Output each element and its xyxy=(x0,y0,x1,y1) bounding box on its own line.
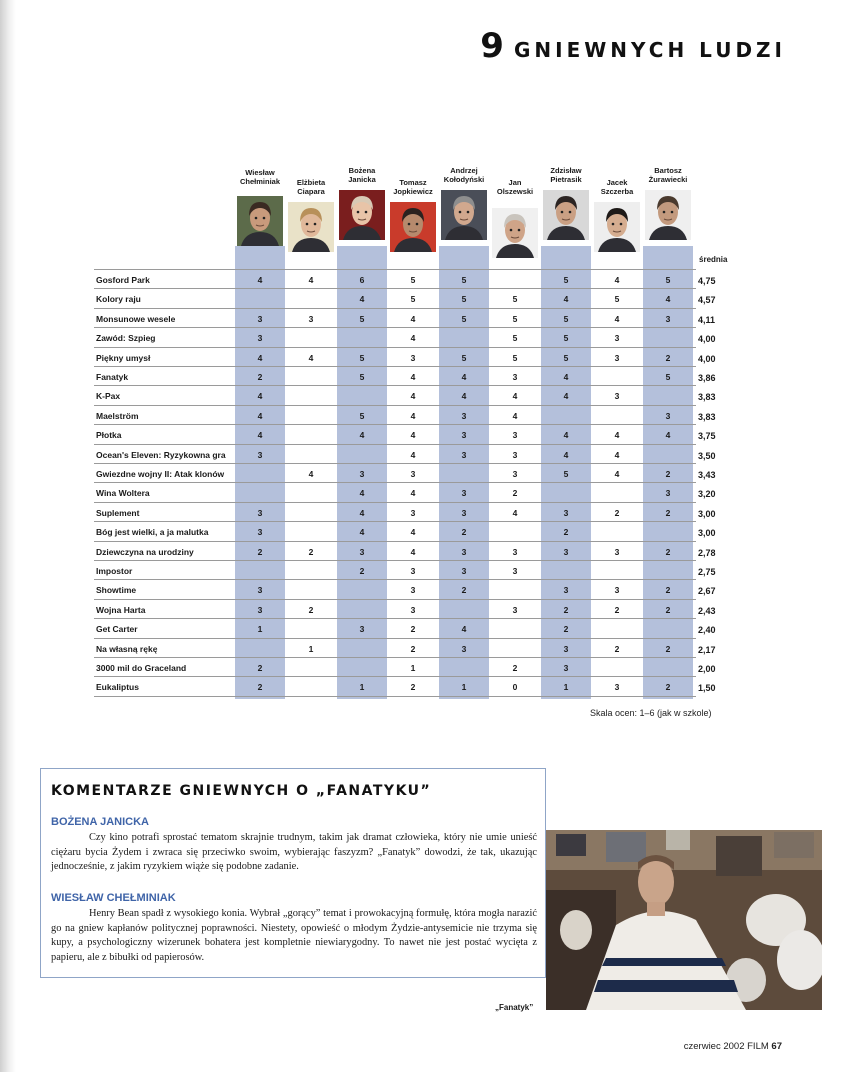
rating-cell: 5 xyxy=(410,275,416,285)
row-divider xyxy=(94,308,696,309)
rating-cell: 4 xyxy=(308,352,314,363)
rating-cell: 4 xyxy=(614,430,620,441)
rating-cell: 4 xyxy=(410,333,416,344)
row-divider xyxy=(94,366,696,367)
average-score: 3,20 xyxy=(698,489,716,500)
average-score: 3,43 xyxy=(698,470,716,480)
rating-cell: 5 xyxy=(512,294,518,305)
rating-cell: 2 xyxy=(563,604,569,615)
rating-cell: 1 xyxy=(563,682,569,693)
row-divider xyxy=(94,599,696,600)
rating-cell: 2 xyxy=(665,643,671,654)
average-score: 4,75 xyxy=(698,276,716,286)
critic-portrait xyxy=(441,190,487,240)
film-title: Monsunowe wesele xyxy=(96,313,176,324)
rating-cell: 4 xyxy=(410,313,416,324)
row-divider xyxy=(94,696,696,697)
rating-cell: 5 xyxy=(461,275,467,285)
rating-cell: 4 xyxy=(308,469,314,479)
critic-name-part: Jacek xyxy=(606,178,628,187)
film-title: Gwiezdne wojny II: Atak klonów xyxy=(96,469,225,479)
rating-cell: 4 xyxy=(665,430,671,441)
average-score: 2,43 xyxy=(698,605,716,616)
critic-portrait xyxy=(390,202,436,252)
rating-cell: 3 xyxy=(512,604,518,615)
row-divider xyxy=(94,385,696,386)
rating-cell: 4 xyxy=(359,527,365,538)
average-score: 2,17 xyxy=(698,644,716,655)
rating-cell: 4 xyxy=(308,275,314,285)
rating-cell: 5 xyxy=(359,410,365,421)
rating-cell: 5 xyxy=(461,294,467,305)
rating-cell: 3 xyxy=(461,488,467,499)
film-title: Impostor xyxy=(96,566,133,576)
critic-portrait xyxy=(543,190,589,240)
critic-name-part: Wiesław xyxy=(245,168,275,177)
critic-name-part: Zdzisław xyxy=(550,166,582,175)
critic-name-part: Jan xyxy=(508,178,522,187)
critic-photo xyxy=(645,190,691,240)
average-score: 3,00 xyxy=(698,528,716,539)
rating-cell: 2 xyxy=(359,566,365,576)
rating-cell: 2 xyxy=(308,546,314,557)
rating-cell: 2 xyxy=(308,604,314,615)
critic-name-part: Olszewski xyxy=(496,187,534,196)
comments-box xyxy=(40,768,546,978)
rating-cell: 3 xyxy=(665,488,671,499)
critic-name xyxy=(637,166,699,184)
critic-portrait xyxy=(492,208,538,258)
rating-cell: 3 xyxy=(410,566,416,576)
rating-cell: 4 xyxy=(257,430,263,441)
rating-cell: 5 xyxy=(665,275,671,285)
rating-cell: 3 xyxy=(257,449,263,460)
headline-number: 9 xyxy=(480,26,504,66)
footer-issue: czerwiec 2002 FILM xyxy=(683,1041,769,1052)
rating-cell: 2 xyxy=(665,352,671,363)
average-score: 3,00 xyxy=(698,508,716,519)
critic-name-part: Bożena xyxy=(348,166,376,175)
rating-cell: 4 xyxy=(257,391,263,402)
film-title: Na własną rękę xyxy=(96,643,158,654)
rating-cell: 2 xyxy=(614,507,620,518)
film-title: Zawód: Szpieg xyxy=(96,333,156,344)
rating-cell: 2 xyxy=(257,372,263,382)
row-divider xyxy=(94,482,696,483)
headline-text: GNIEWNYCH LUDZI xyxy=(513,38,786,62)
rating-cell: 5 xyxy=(563,275,569,285)
rating-cell: 3 xyxy=(359,624,365,635)
rating-cell: 5 xyxy=(359,352,365,363)
average-score: 2,00 xyxy=(698,664,716,674)
rating-cell: 2 xyxy=(512,663,518,673)
film-title: Płotka xyxy=(96,430,122,441)
rating-cell: 3 xyxy=(461,449,467,460)
rating-cell: 2 xyxy=(461,527,467,538)
rating-cell: 4 xyxy=(563,391,569,402)
rating-cell: 2 xyxy=(665,682,671,693)
rating-cell: 3 xyxy=(563,663,569,673)
rating-cell: 2 xyxy=(461,585,467,596)
rating-cell: 3 xyxy=(512,430,518,441)
critic-portrait xyxy=(594,202,640,252)
rating-cell: 3 xyxy=(410,604,416,615)
page-number: 67 xyxy=(771,1041,782,1052)
film-title: K-Pax xyxy=(96,391,121,402)
comments-title: KOMENTARZE GNIEWNYCH O „FANATYKU” xyxy=(51,783,432,799)
critic-name-part: Ciapara xyxy=(297,187,325,196)
rating-cell: 3 xyxy=(563,546,569,557)
rating-cell: 1 xyxy=(461,682,467,693)
rating-cell: 2 xyxy=(665,469,671,479)
rating-cell: 4 xyxy=(257,410,263,421)
rating-cell: 2 xyxy=(665,604,671,615)
rating-cell: 4 xyxy=(359,430,365,441)
rating-cell: 2 xyxy=(614,643,620,654)
rating-cell: 4 xyxy=(614,449,620,460)
rating-cell: 4 xyxy=(257,352,263,363)
rating-cell: 1 xyxy=(359,682,365,693)
critic-name-part: Jopkiewicz xyxy=(393,187,433,196)
rating-cell: 3 xyxy=(614,352,620,363)
row-divider xyxy=(94,327,696,328)
rating-cell: 3 xyxy=(410,507,416,518)
rating-cell: 3 xyxy=(512,546,518,557)
average-score: 4,11 xyxy=(698,314,716,325)
rating-cell: 3 xyxy=(461,643,467,654)
rating-cell: 5 xyxy=(512,352,518,363)
rating-cell: 3 xyxy=(410,469,416,479)
film-title: Fanatyk xyxy=(96,372,129,382)
rating-cell: 4 xyxy=(410,449,416,460)
rating-cell: 5 xyxy=(410,294,416,305)
rating-cell: 3 xyxy=(512,372,518,382)
average-score: 3,86 xyxy=(698,373,716,383)
film-title: Kolory raju xyxy=(96,294,141,305)
average-score: 2,75 xyxy=(698,567,716,577)
rating-cell: 4 xyxy=(614,275,620,285)
row-divider xyxy=(94,424,696,425)
critic-photo xyxy=(594,202,640,252)
rating-cell: 3 xyxy=(614,391,620,402)
average-score: 4,00 xyxy=(698,334,716,345)
rating-cell: 2 xyxy=(512,488,518,499)
photo-caption: „Fanatyk” xyxy=(495,1003,534,1012)
rating-cell: 3 xyxy=(461,546,467,557)
rating-cell: 5 xyxy=(359,372,365,382)
rating-cell: 1 xyxy=(257,624,263,635)
rating-cell: 5 xyxy=(461,313,467,324)
rating-cell: 4 xyxy=(512,410,518,421)
rating-cell: 2 xyxy=(257,546,263,557)
film-title: 3000 mil do Graceland xyxy=(96,663,187,673)
row-divider xyxy=(94,347,696,348)
film-title: Piękny umysł xyxy=(96,352,151,363)
film-title: Get Carter xyxy=(96,624,138,635)
rating-cell: 2 xyxy=(410,682,416,693)
row-divider xyxy=(94,521,696,522)
row-divider xyxy=(94,560,696,561)
critic-name-part: Janicka xyxy=(348,175,376,184)
rating-cell: 4 xyxy=(410,372,416,382)
rating-cell: 1 xyxy=(308,643,314,654)
rating-cell: 4 xyxy=(410,410,416,421)
rating-cell: 3 xyxy=(359,546,365,557)
rating-cell: 4 xyxy=(257,275,263,285)
row-divider xyxy=(94,502,696,503)
rating-cell: 4 xyxy=(614,469,620,479)
critic-name-part: Kołodyński xyxy=(443,175,485,184)
rating-cell: 3 xyxy=(512,469,518,479)
rating-cell: 2 xyxy=(563,527,569,538)
rating-cell: 2 xyxy=(665,546,671,557)
rating-cell: 6 xyxy=(359,275,365,285)
average-score: 3,75 xyxy=(698,431,716,442)
critic-name-part: Pietrasik xyxy=(550,175,582,184)
critic-name-part: Bartosz xyxy=(654,166,682,175)
film-title: Wina Woltera xyxy=(96,488,150,499)
rating-cell: 2 xyxy=(665,507,671,518)
rating-cell: 4 xyxy=(461,372,467,382)
critic-photo xyxy=(237,196,283,246)
rating-cell: 3 xyxy=(257,604,263,615)
row-divider xyxy=(94,676,696,677)
page-footer xyxy=(684,1041,782,1052)
rating-cell: 5 xyxy=(461,352,467,363)
rating-cell: 3 xyxy=(512,449,518,460)
critic-photo xyxy=(288,202,334,252)
page-binding-shadow xyxy=(0,0,16,1072)
average-score: 3,83 xyxy=(698,411,716,422)
film-still-photo xyxy=(546,830,822,1010)
average-score: 2,67 xyxy=(698,586,716,597)
row-divider xyxy=(94,618,696,619)
ratings-table xyxy=(96,160,736,696)
rating-cell: 2 xyxy=(410,624,416,635)
rating-cell: 2 xyxy=(257,663,263,673)
rating-cell: 4 xyxy=(563,372,569,382)
comment-text: Czy kino potrafi sprostać tematom skrajnie trudnym, takim jak dramat człowieka, który nie umie unieść ciężaru bycia Żydem i zwraca się przeciwko swoim, wybierając faszyzm? „Fanatyk” dowodzi, że tak, ukazując jednocześnie, z jakim ryzykiem wiąże się podobne zadanie. xyxy=(51,832,537,872)
rating-cell: 3 xyxy=(257,333,263,344)
film-title: Dziewczyna na urodziny xyxy=(96,546,194,557)
rating-cell: 2 xyxy=(665,585,671,596)
row-divider xyxy=(94,657,696,658)
rating-cell: 4 xyxy=(665,294,671,305)
film-title: Eukaliptus xyxy=(96,682,139,693)
film-title: Bóg jest wielki, a ja malutka xyxy=(96,527,209,538)
rating-cell: 3 xyxy=(614,682,620,693)
row-divider xyxy=(94,638,696,639)
film-title: Maelström xyxy=(96,410,139,421)
rating-cell: 4 xyxy=(359,488,365,499)
rating-cell: 1 xyxy=(410,663,416,673)
rating-cell: 5 xyxy=(512,333,518,344)
rating-cell: 3 xyxy=(461,566,467,576)
rating-cell: 3 xyxy=(512,566,518,576)
rating-cell: 4 xyxy=(512,391,518,402)
rating-cell: 4 xyxy=(614,313,620,324)
film-title: Ocean's Eleven: Ryzykowna gra xyxy=(96,449,226,460)
rating-scale-note: Skala ocen: 1–6 (jak w szkole) xyxy=(590,708,712,718)
row-divider xyxy=(94,541,696,542)
rating-cell: 3 xyxy=(461,410,467,421)
critic-photo xyxy=(543,190,589,240)
critic-photo xyxy=(492,208,538,258)
film-title: Wojna Harta xyxy=(96,604,146,615)
rating-cell: 3 xyxy=(410,352,416,363)
rating-cell: 4 xyxy=(461,391,467,402)
critic-photo xyxy=(339,190,385,240)
critic-portrait xyxy=(645,190,691,240)
critic-name-part: Chełminiak xyxy=(239,177,280,186)
film-title: Suplement xyxy=(96,507,140,518)
comment-text: Henry Bean spadł z wysokiego konia. Wybrał „gorący” temat i prowokacyjną formułę, która mogła narazić go na gniew kapłanów politycznej poprawności. Niestety, opowieść o młodym Żydzie-antysemicie nie trzyma się kupy, a psychologiczny wizerunek bohatera jest kompletnie niewiarygodny. To nawet nie jest postać wycięta z papieru, ale z bibułki od papierosów. xyxy=(51,908,537,963)
comment-author: WIESŁAW CHEŁMINIAK xyxy=(51,892,176,904)
critic-name-part: Andrzej xyxy=(450,166,478,175)
critic-portrait xyxy=(288,202,334,252)
rating-cell: 3 xyxy=(665,313,671,324)
critic-name-part: Elżbieta xyxy=(296,178,326,187)
rating-cell: 5 xyxy=(563,333,569,344)
rating-cell: 3 xyxy=(359,469,365,479)
rating-cell: 5 xyxy=(512,313,518,324)
critic-photo xyxy=(441,190,487,240)
rating-cell: 3 xyxy=(563,643,569,654)
rating-cell: 3 xyxy=(410,585,416,596)
critic-portrait xyxy=(339,190,385,240)
rating-cell: 4 xyxy=(359,507,365,518)
average-score: 1,50 xyxy=(698,683,716,694)
rating-cell: 5 xyxy=(665,372,671,382)
page-headline xyxy=(480,26,786,66)
rating-cell: 5 xyxy=(563,313,569,324)
rating-cell: 5 xyxy=(614,294,620,305)
rating-cell: 3 xyxy=(308,313,314,324)
critic-name-part: Tomasz xyxy=(399,178,427,187)
rating-cell: 4 xyxy=(410,430,416,441)
rating-cell: 3 xyxy=(257,585,263,596)
rating-cell: 5 xyxy=(563,352,569,363)
average-score: 3,83 xyxy=(698,392,716,403)
rating-cell: 4 xyxy=(461,624,467,635)
rating-cell: 5 xyxy=(359,313,365,324)
rating-cell: 3 xyxy=(614,546,620,557)
film-title: Showtime xyxy=(96,585,137,596)
average-score: 2,78 xyxy=(698,547,716,558)
rating-cell: 4 xyxy=(410,527,416,538)
film-title: Gosford Park xyxy=(96,275,150,285)
rating-cell: 3 xyxy=(563,507,569,518)
rating-cell: 3 xyxy=(461,430,467,441)
rating-cell: 2 xyxy=(614,604,620,615)
rating-cell: 4 xyxy=(410,546,416,557)
row-divider xyxy=(94,288,696,289)
rating-cell: 4 xyxy=(563,430,569,441)
rating-cell: 4 xyxy=(410,488,416,499)
average-score: 3,50 xyxy=(698,450,716,461)
critic-portrait xyxy=(237,196,283,246)
rating-cell: 4 xyxy=(563,449,569,460)
rating-cell: 3 xyxy=(614,333,620,344)
rating-cell: 4 xyxy=(410,391,416,402)
rating-cell: 3 xyxy=(257,527,263,538)
rating-cell: 3 xyxy=(257,507,263,518)
rating-cell: 3 xyxy=(614,585,620,596)
critic-name-part: Szczerba xyxy=(600,187,634,196)
rating-cell: 4 xyxy=(563,294,569,305)
table-top-rule xyxy=(94,269,696,270)
rating-cell: 3 xyxy=(563,585,569,596)
rating-cell: 4 xyxy=(512,507,518,518)
row-divider xyxy=(94,463,696,464)
rating-cell: 3 xyxy=(665,410,671,421)
row-divider xyxy=(94,444,696,445)
average-column-header: średnia xyxy=(699,255,728,264)
rating-cell: 3 xyxy=(461,507,467,518)
rating-cell: 0 xyxy=(512,682,518,693)
film-still-illustration xyxy=(546,830,822,1010)
critic-photo xyxy=(390,202,436,252)
critic-name-part: Żurawiecki xyxy=(648,175,688,184)
comment-author: BOŻENA JANICKA xyxy=(51,816,149,828)
rating-cell: 2 xyxy=(257,682,263,693)
average-score: 4,57 xyxy=(698,295,716,306)
row-divider xyxy=(94,405,696,406)
rating-cell: 2 xyxy=(563,624,569,635)
row-divider xyxy=(94,579,696,580)
rating-cell: 3 xyxy=(257,313,263,324)
rating-cell: 2 xyxy=(410,643,416,654)
average-score: 4,00 xyxy=(698,353,716,364)
rating-cell: 5 xyxy=(563,469,569,479)
average-score: 2,40 xyxy=(698,625,716,636)
rating-cell: 4 xyxy=(359,294,365,305)
